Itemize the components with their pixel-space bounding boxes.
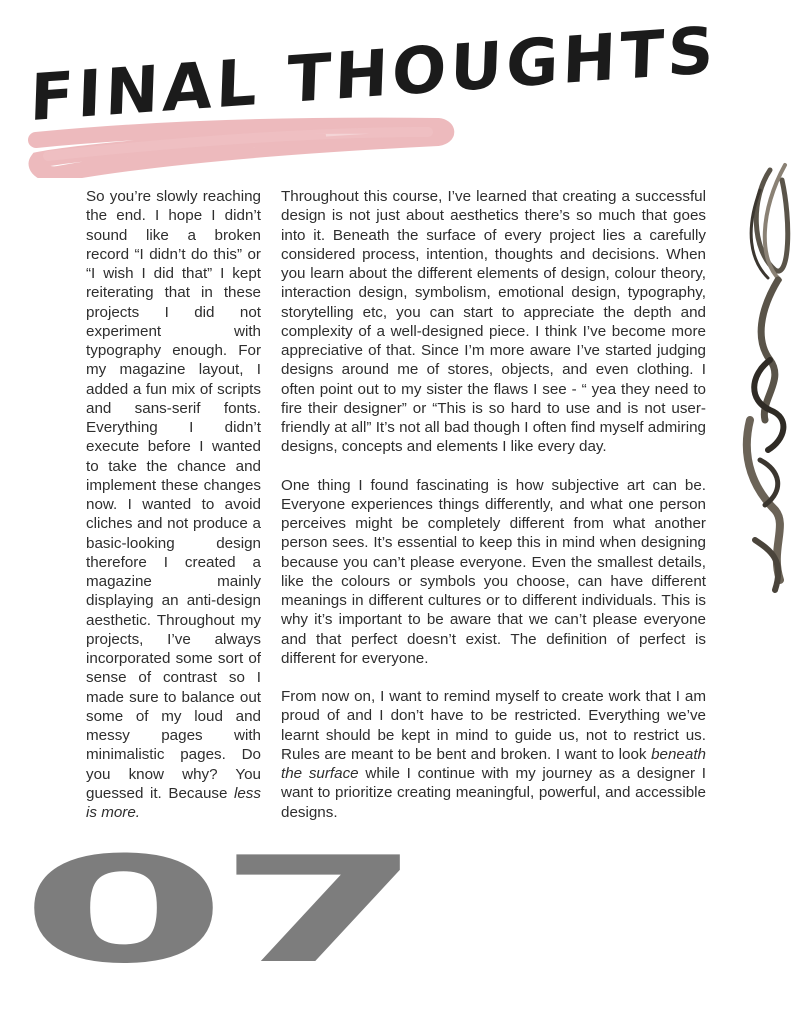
page-number: 07 [20,825,414,997]
title-block [18,13,719,178]
left-paragraph-emphasis: less is more. [86,784,261,821]
left-paragraph-text: So you’re slowly reaching the end. I hope I didn’t sound like a broken record “I didn’t do this” or “I wish I did that” I kept reiterating that in these projects I did not experiment with typography enough. For my magazine layout, I added a fun mix of scripts and sans-serif fonts. Everything I didn’t execute before I wanted to take the chance and implement these changes now. I wanted to avoid cliches and not produce a basic-looking design therefore I created a magazine mainly displaying an anti-design aesthetic. Throughout my projects, I’ve always incorporated some sort of sense of contrast so I made sure to balance out some of my loud and messy pages with minimalistic pages. Do you know why? You guessed it. Because [86,188,261,802]
right-paragraph-3-emphasis: beneath the surface [281,745,706,782]
right-paragraph-3 [281,687,706,822]
right-paragraph-2: One thing I found fascinating is how subjective art can be. Everyone experiences things differently, and what one person perceives might be completely different from what another person sees. It’s essential to keep this in mind when designing because you can’t please everyone. Even the smallest details, like the colours or symbols you choose, can have different meanings in different cultures or to different individuals. This is why it’s important to be aware that we can’t please everyone and that perfect doesn’t exist. The definition of perfect is different for everyone. [281,476,706,667]
right-text-column [281,187,706,822]
wire-sculpture-image [730,160,791,600]
right-paragraph-3-end: while I continue with my journey as a designer I want to prioritize creating meaningful, powerful, and accessible designs. [281,765,707,821]
left-text-column [86,187,261,822]
right-paragraph-3-start: From now on, I want to remind myself to create work that I am proud of and I don’t have to be restricted. Everything we’ve learnt should be kept in mind to guide us, not to restrict us. Rules are meant to be bent and broken. I want to look [281,688,706,763]
page-title: FINAL THOUGHTS [28,13,719,137]
left-paragraph [86,187,261,822]
right-paragraph-1: Throughout this course, I’ve learned that creating a successful design is not just about aesthetics there’s so much that goes into it. Beneath the surface of every project lies a carefully considered process, intention, thoughts and decisions. When you learn about the different elements of design, colour theory, interaction design, symbolism, emotional design, typography, storytelling etc, you can start to appreciate the depth and complexity of a well-designed piece. I think I’ve become more appreciative of that. Since I’m more aware I’ve started judging designs around me of stores, objects, and even clothing. I often point out to my sister the flaws I see - “ yea they need to fire their designer” or “This is so hard to use and is not user-friendly at all” It’s not all bad though I often find myself admiring designs, concepts and elements I like every day. [281,188,706,456]
